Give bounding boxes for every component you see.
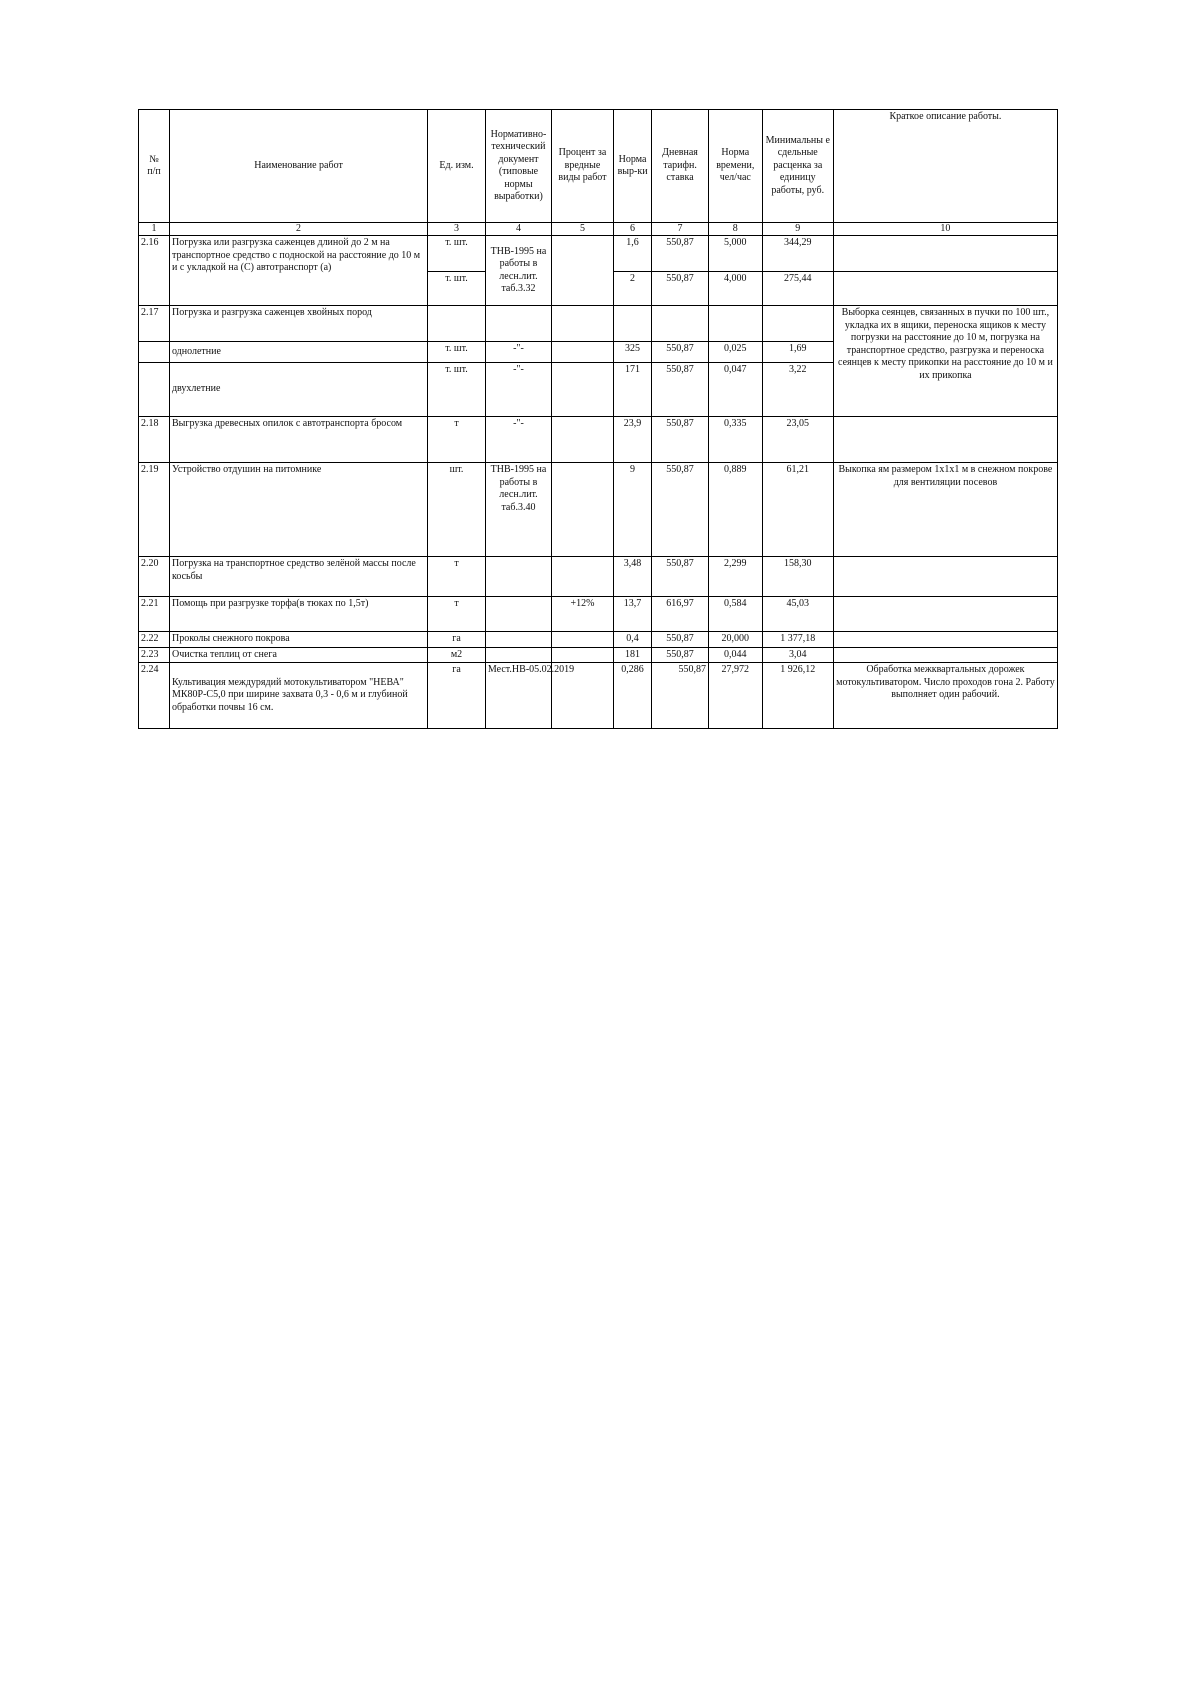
row-pct [552,306,614,342]
row-norm: 13,7 [613,597,651,632]
row-rate: 550,87 [652,632,709,648]
row-norm: 2 [613,272,651,306]
row-pct [552,647,614,663]
row-unit: т [428,417,486,463]
row-doc: -"- [485,342,551,363]
row-num: 2.23 [139,647,170,663]
row-rate: 550,87 [652,647,709,663]
table-row [139,306,1058,342]
row-rate: 550,87 [652,342,709,363]
row-name: Погрузка или разгрузка саженцев длиной до 2 м на транспортное средство с подноской на расстояние до 10 м и с укладкой на (С) автотранспорт (а) [169,236,427,306]
row-desc [833,632,1057,648]
row-norm: 1,6 [613,236,651,272]
colnum: 3 [428,223,486,236]
header-num: № п/п [139,110,170,223]
row-pct [552,632,614,648]
row-rate: 550,87 [652,463,709,557]
row-num: 2.18 [139,417,170,463]
row-rate [652,306,709,342]
row-num: 2.19 [139,463,170,557]
header-row [139,110,1058,223]
table-row [139,632,1058,648]
row-doc [485,306,551,342]
row-unit: т. шт. [428,342,486,363]
row-name: Погрузка и разгрузка саженцев хвойных пород [169,306,427,342]
row-time: 0,047 [708,363,762,417]
header-pct: Процент за вредные виды работ [552,110,614,223]
row-num: 2.24 [139,663,170,729]
row-doc: Мест.НВ-05.02.2019 [485,663,551,729]
row-unit: т [428,557,486,597]
row-doc [485,557,551,597]
row-price [762,306,833,342]
row-name: Помощь при разгрузке торфа(в тюках по 1,5т) [169,597,427,632]
row-norm: 0,4 [613,632,651,648]
row-price: 23,05 [762,417,833,463]
row-time: 0,335 [708,417,762,463]
row-rate: 550,87 [652,663,709,729]
row-time: 0,044 [708,647,762,663]
row-doc: -"- [485,417,551,463]
row-pct: +12% [552,597,614,632]
row-desc: Выборка сеянцев, связанных в пучки по 100 шт., укладка их в ящики, переноска ящиков к месту погрузки на расстояние до 10 м, погрузка на транспортное средство, разгрузка и переноска сеянцев к месту прикопки на расстояние до 10 м и их прикопка [833,306,1057,417]
row-name: Культивация междурядий мотокультиватором "НЕВА" МК80Р-С5,0 при ширине захвата 0,3 - 0,6 м и глубиной обработки почвы 16 см. [169,663,427,729]
row-desc [833,647,1057,663]
row-desc [833,417,1057,463]
table-row [139,557,1058,597]
row-rate: 550,87 [652,272,709,306]
colnum: 2 [169,223,427,236]
row-name: Погрузка на транспортное средство зелёной массы после косьбы [169,557,427,597]
row-unit [428,306,486,342]
row-num: 2.17 [139,306,170,342]
header-name: Наименование работ [169,110,427,223]
work-norms-table [138,109,1058,729]
row-time: 0,889 [708,463,762,557]
row-norm: 3,48 [613,557,651,597]
row-unit: га [428,663,486,729]
colnum: 5 [552,223,614,236]
row-doc: ТНВ-1995 на работы в лесн.лит. таб.3.40 [485,463,551,557]
row-unit: т. шт. [428,272,486,306]
row-price: 158,30 [762,557,833,597]
row-doc [485,632,551,648]
row-price: 1 926,12 [762,663,833,729]
row-time: 5,000 [708,236,762,272]
colnum: 9 [762,223,833,236]
row-desc [833,597,1057,632]
row-time: 0,025 [708,342,762,363]
table-row [139,463,1058,557]
row-norm: 0,286 [613,663,651,729]
row-norm: 171 [613,363,651,417]
row-desc [833,272,1057,306]
row-name: Устройство отдушин на питомнике [169,463,427,557]
header-unit: Ед. изм. [428,110,486,223]
row-num [139,363,170,417]
row-unit: т. шт. [428,236,486,272]
header-desc: Краткое описание работы. [833,110,1057,223]
row-unit: шт. [428,463,486,557]
row-doc [485,597,551,632]
row-doc [485,647,551,663]
table-row [139,597,1058,632]
row-name: Очистка теплиц от снега [169,647,427,663]
row-name: Проколы снежного покрова [169,632,427,648]
row-price: 344,29 [762,236,833,272]
header-rate: Дневная тарифн. ставка [652,110,709,223]
row-price: 275,44 [762,272,833,306]
row-name: двухлетние [169,363,427,417]
row-unit: т [428,597,486,632]
row-price: 61,21 [762,463,833,557]
row-rate: 550,87 [652,557,709,597]
row-unit: га [428,632,486,648]
row-unit: м2 [428,647,486,663]
row-doc: -"- [485,363,551,417]
row-desc: Обработка межквартальных дорожек мотокультиватором. Число проходов гона 2. Работу выполняет один рабочий. [833,663,1057,729]
table-row [139,663,1058,729]
row-num: 2.20 [139,557,170,597]
row-price: 3,22 [762,363,833,417]
row-desc [833,557,1057,597]
row-time [708,306,762,342]
row-time: 27,972 [708,663,762,729]
header-doc: Нормативно-технический документ (типовые нормы выработки) [485,110,551,223]
row-pct [552,363,614,417]
row-desc [833,236,1057,272]
row-num: 2.22 [139,632,170,648]
row-rate: 616,97 [652,597,709,632]
row-norm: 9 [613,463,651,557]
table-row [139,236,1058,272]
colnum: 6 [613,223,651,236]
colnum: 4 [485,223,551,236]
row-norm [613,306,651,342]
row-unit: т. шт. [428,363,486,417]
row-time: 20,000 [708,632,762,648]
table-row [139,417,1058,463]
row-name: Выгрузка древесных опилок с автотранспорта бросом [169,417,427,463]
row-name: однолетние [169,342,427,363]
row-price: 45,03 [762,597,833,632]
colnum: 1 [139,223,170,236]
row-price: 1 377,18 [762,632,833,648]
column-number-row [139,223,1058,236]
row-rate: 550,87 [652,363,709,417]
row-norm: 181 [613,647,651,663]
row-rate: 550,87 [652,236,709,272]
colnum: 7 [652,223,709,236]
row-time: 2,299 [708,557,762,597]
table-row [139,647,1058,663]
row-num: 2.21 [139,597,170,632]
row-pct [552,463,614,557]
row-pct [552,342,614,363]
row-num: 2.16 [139,236,170,306]
row-pct [552,236,614,306]
row-price: 1,69 [762,342,833,363]
row-pct [552,557,614,597]
header-price: Минимальны е сдельные расценка за единицу работы, руб. [762,110,833,223]
row-time: 0,584 [708,597,762,632]
row-doc: ТНВ-1995 на работы в лесн.лит. таб.3.32 [485,236,551,306]
row-time: 4,000 [708,272,762,306]
row-pct [552,417,614,463]
colnum: 8 [708,223,762,236]
row-rate: 550,87 [652,417,709,463]
header-time: Норма времени, чел/час [708,110,762,223]
colnum: 10 [833,223,1057,236]
row-desc: Выкопка ям размером 1х1х1 м в снежном покрове для вентиляции посевов [833,463,1057,557]
row-norm: 23,9 [613,417,651,463]
header-norm: Норма выр-ки [613,110,651,223]
row-price: 3,04 [762,647,833,663]
row-norm: 325 [613,342,651,363]
row-num [139,342,170,363]
